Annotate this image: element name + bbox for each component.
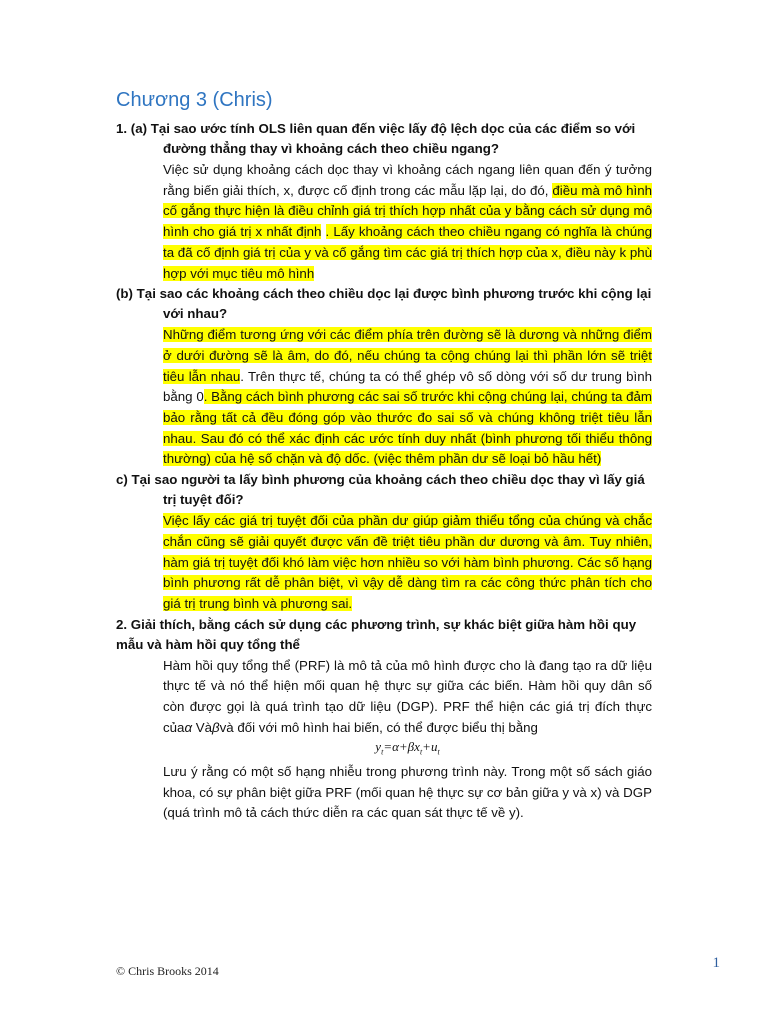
answer-2-text-a: Hàm hồi quy tổng thể (PRF) là mô tả của mô hình được cho là đang tạo ra dữ liệu thực tế và nó thể hiện mối quan hệ thực sự giữa các biến. Hàm hồi quy dân số còn được gọi là quá trình tạo dữ liệu (DGP). PRF thể hiện các giá trị đích thực của bbox=[163, 657, 652, 735]
question-1b-label: (b) Tại sao các khoảng cách theo chiều dọc lại được bình phương trước khi cộng lại bbox=[116, 286, 652, 302]
question-1b bbox=[116, 284, 652, 324]
formula-x: x bbox=[414, 739, 420, 755]
question-1c-label: c) Tại sao người ta lấy bình phương của khoảng cách theo chiều dọc thay vì lấy giá bbox=[116, 472, 645, 488]
beta-symbol: β bbox=[212, 719, 220, 735]
formula-y: y bbox=[375, 739, 382, 755]
question-1b-label-rest: với nhau? bbox=[163, 306, 228, 322]
chapter-title: Chương 3 (Chris) bbox=[116, 89, 273, 111]
answer-2-part-2: Lưu ý rằng có một số hạng nhiễu trong phương trình này. Trong một số sách giáo khoa, có sự phân biệt giữa PRF (mối quan hệ thực sự cơ bản giữa y và x) và DGP (quá trình mô tả cách thức diễn ra các quan sát thực tế về y). bbox=[163, 764, 652, 821]
formula-sub-t3: t bbox=[437, 748, 440, 758]
answer-1a-highlight-1: điều mà mô hình cố gắng thực hiện là điều chỉnh giá trị thích hợp nhất của y bằng cách sử dụng mô hình cho giá trị x nhất định bbox=[163, 182, 653, 240]
document-body bbox=[116, 119, 652, 824]
formula-sub-t2: t bbox=[419, 748, 423, 758]
answer-1a-highlight-2: . Lấy khoảng cách theo chiều ngang có nghĩa là chúng ta đã cố định giá trị của y và cố gắng tìm các giá trị thích hợp của x, điều này k phù hợp với mục tiêu mô hình bbox=[163, 224, 652, 281]
prf-formula bbox=[163, 738, 652, 762]
copyright-footer: © Chris Brooks 2014 bbox=[116, 964, 219, 978]
question-1a-label: 1. (a) Tại sao ước tính OLS liên quan đến việc lấy độ lệch dọc của các điểm so với bbox=[116, 121, 636, 136]
answer-1a bbox=[163, 160, 652, 284]
and-word: Và bbox=[192, 719, 213, 735]
formula-u: u bbox=[430, 739, 438, 755]
formula-sub-t1: t bbox=[381, 748, 384, 758]
question-1c-label-rest: trị tuyệt đối? bbox=[163, 492, 244, 508]
answer-2-part-1 bbox=[163, 656, 652, 739]
answer-1b-highlight-1: Những điểm tương ứng với các điểm phía trên đường sẽ là dương và những điểm ở dưới đường sẽ là âm, do đó, nếu chúng ta cộng chúng lại thì phần lớn sẽ triệt tiêu lẫn nhau bbox=[163, 327, 652, 384]
formula-eq: =α+β bbox=[383, 739, 415, 755]
page-number: 1 bbox=[712, 955, 720, 971]
answer-1c-highlight: Việc lấy các giá trị tuyệt đối của phần dư giúp giảm thiểu tổng của chúng và chắc chắn cũng sẽ giải quyết được vấn đề triệt tiêu phần dư dương và âm. Tuy nhiên, hàm giá trị tuyệt đối khó làm việc hơn nhiều so với hàm bình phương. Các số hạng bình phương rất dễ phân biệt, vì vậy dễ dàng tìm ra các công thức phân tích cho giá trị trung bình và phương sai. bbox=[163, 513, 652, 611]
answer-1b-plain: . Trên thực tế, chúng ta có thể ghép vô số dòng với số dư trung bình bằng 0 bbox=[163, 368, 653, 405]
answer-1c bbox=[163, 511, 652, 615]
question-1a-label-rest: đường thẳng thay vì khoảng cách theo chiều ngang? bbox=[163, 141, 500, 156]
answer-1a-plain: Việc sử dụng khoảng cách dọc thay vì khoảng cách ngang liên quan đến ý tưởng rằng biến giải thích, x, được cố định trong các mẫu lặp lại, do đó, bbox=[163, 162, 652, 198]
question-2-label: 2. Giải thích, bằng cách sử dụng các phương trình, sự khác biệt giữa hàm hồi quy mẫu và hàm hồi quy tổng thể bbox=[116, 616, 637, 652]
formula-plus: + bbox=[422, 739, 431, 755]
answer-2-text-b: và đối với mô hình hai biến, có thể được biểu thị bằng bbox=[219, 719, 538, 735]
answer-1b bbox=[163, 325, 652, 470]
question-1a bbox=[116, 119, 652, 159]
question-1c bbox=[116, 470, 652, 510]
answer-1a-separator bbox=[321, 224, 325, 239]
answer-1b-highlight-2: . Bằng cách bình phương các sai số trước khi cộng chúng lại, chúng ta đảm bảo rằng tất cả đều đóng góp vào thước đo sai số và chúng không triệt tiêu lẫn nhau. Sau đó có thể xác định các ước tính duy nhất (bình phương tối thiểu thông thường) của hệ số chặn và độ dốc. (việc thêm phần dư sẽ loại bỏ hầu hết) bbox=[163, 389, 653, 467]
question-2 bbox=[116, 615, 652, 655]
alpha-symbol: α bbox=[184, 719, 193, 735]
